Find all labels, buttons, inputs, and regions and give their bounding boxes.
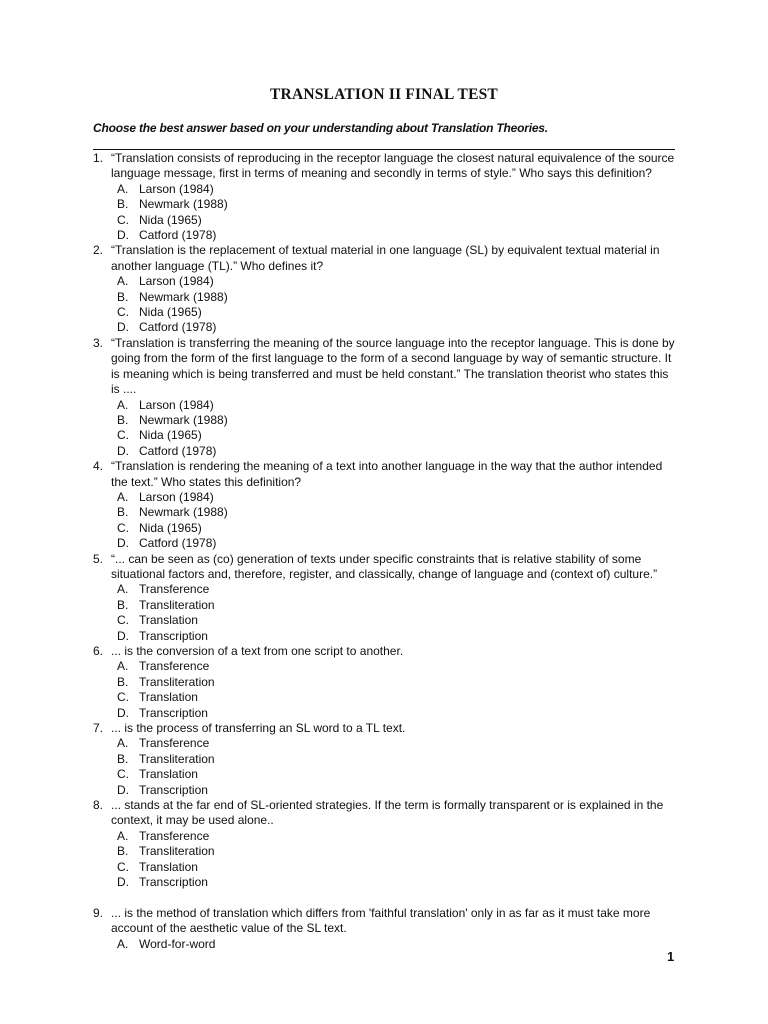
option-letter: D.: [117, 320, 129, 335]
option-text: Nida (1965): [139, 305, 202, 320]
option-letter: A.: [117, 274, 129, 289]
option-text: Larson (1984): [139, 181, 214, 196]
divider-line: [93, 149, 675, 150]
question-number: 2.: [93, 243, 104, 258]
answer-option: [111, 428, 678, 443]
answer-option: [111, 706, 678, 721]
option-letter: B.: [117, 412, 129, 427]
question-text: “... can be seen as (co) generation of texts under specific constraints that is relative stability of some situational factors and, therefore, register, and classically, change of language and (context of) culture.”: [111, 551, 658, 581]
option-letter: D.: [117, 875, 129, 890]
answer-option: [111, 228, 678, 243]
option-text: Transliteration: [139, 597, 215, 612]
answer-option: [111, 829, 678, 844]
option-letter: A.: [117, 181, 129, 196]
question-item: [93, 798, 678, 890]
answer-option: [111, 752, 678, 767]
option-letter: C.: [117, 428, 129, 443]
answer-option: [111, 444, 678, 459]
answer-option: [111, 767, 678, 782]
option-text: Transliteration: [139, 674, 215, 689]
question-text: ... is the method of translation which differs from 'faithful translation' only in as far as it must take more account of the aesthetic value of the SL text.: [111, 906, 651, 936]
question-number: 1.: [93, 151, 104, 165]
option-text: Larson (1984): [139, 489, 214, 504]
answer-option: [111, 536, 678, 551]
option-text: Newmark (1988): [139, 505, 228, 520]
option-text: Nida (1965): [139, 520, 202, 535]
option-letter: B.: [117, 844, 129, 859]
option-letter: B.: [117, 505, 129, 520]
answer-option: [111, 197, 678, 212]
question-item: [93, 336, 678, 459]
option-letter: A.: [117, 659, 129, 674]
answer-option: [111, 875, 678, 890]
answer-option: [111, 598, 678, 613]
option-text: Transcription: [139, 628, 208, 643]
option-letter: C.: [117, 613, 129, 628]
option-letter: D.: [117, 628, 129, 643]
option-text: Transcription: [139, 705, 208, 720]
option-text: Transliteration: [139, 844, 215, 859]
option-letter: D.: [117, 536, 129, 551]
answer-option: [111, 629, 678, 644]
option-text: Catford (1978): [139, 228, 217, 243]
question-number: 4.: [93, 459, 104, 474]
option-text: Transference: [139, 659, 210, 674]
option-text: Transcription: [139, 782, 208, 797]
option-text: Transference: [139, 736, 210, 751]
option-letter: B.: [117, 289, 129, 304]
page-number: 1: [667, 949, 675, 964]
question-item: [93, 721, 678, 798]
option-text: Translation: [139, 690, 198, 705]
question-item: [93, 644, 678, 721]
option-letter: D.: [117, 228, 129, 243]
page-title: TRANSLATION II FINAL TEST: [270, 86, 498, 103]
option-letter: D.: [117, 782, 129, 797]
option-letter: B.: [117, 197, 129, 212]
option-text: Transference: [139, 828, 210, 843]
answer-option: [111, 844, 678, 859]
answer-option: [111, 690, 678, 705]
answer-option: [111, 320, 678, 335]
question-text: ... is the conversion of a text from one script to another.: [111, 644, 404, 658]
option-letter: D.: [117, 443, 129, 458]
option-letter: C.: [117, 859, 129, 874]
answer-option: [111, 398, 678, 413]
question-number: 3.: [93, 335, 104, 350]
option-letter: A.: [117, 936, 129, 951]
option-letter: A.: [117, 736, 129, 751]
question-text: “Translation is rendering the meaning of a text into another language in the way that the author intended the text.” Who states this definition?: [111, 459, 663, 489]
option-letter: A.: [117, 582, 129, 597]
question-number: 7.: [93, 721, 104, 736]
option-letter: A.: [117, 489, 129, 504]
question-number: 5.: [93, 551, 104, 566]
option-text: Newmark (1988): [139, 289, 228, 304]
option-text: Translation: [139, 859, 198, 874]
answer-option: [111, 783, 678, 798]
option-letter: C.: [117, 212, 129, 227]
answer-option: [111, 521, 678, 536]
option-letter: B.: [117, 751, 129, 766]
option-text: Word-for-word: [139, 936, 216, 951]
answer-option: [111, 659, 678, 674]
option-text: Transliteration: [139, 751, 215, 766]
answer-option: [111, 182, 678, 197]
answer-option: [111, 213, 678, 228]
question-text: “Translation is the replacement of textual material in one language (SL) by equivalent textual material in another language (TL).” Who defines it?: [111, 243, 660, 273]
instruction-text: Choose the best answer based on your understanding about Translation Theories.: [93, 121, 548, 135]
question-item: [93, 151, 678, 243]
option-text: Nida (1965): [139, 212, 202, 227]
answer-option: [111, 274, 678, 289]
answer-option: [111, 675, 678, 690]
answer-option: [111, 490, 678, 505]
question-text: “Translation consists of reproducing in the receptor language the closest natural equivalence of the source language message, first in terms of meaning and secondly in terms of style.” Who says this definition?: [111, 151, 675, 181]
option-text: Translation: [139, 613, 198, 628]
answer-option: [111, 413, 678, 428]
question-number: 6.: [93, 644, 104, 658]
option-text: Translation: [139, 767, 198, 782]
option-text: Transference: [139, 582, 210, 597]
option-text: Newmark (1988): [139, 412, 228, 427]
answer-option: [111, 860, 678, 875]
option-letter: A.: [117, 397, 129, 412]
option-text: Nida (1965): [139, 428, 202, 443]
question-item: [93, 459, 678, 551]
question-number: 9.: [93, 906, 104, 920]
option-letter: A.: [117, 828, 129, 843]
question-item: [93, 243, 678, 335]
option-letter: B.: [117, 674, 129, 689]
answer-option: [111, 305, 678, 320]
question-list: [93, 151, 678, 952]
question-text: ... is the process of transferring an SL word to a TL text.: [111, 721, 406, 736]
option-letter: C.: [117, 305, 129, 320]
option-letter: D.: [117, 705, 129, 720]
option-text: Larson (1984): [139, 274, 214, 289]
option-text: Catford (1978): [139, 536, 217, 551]
option-text: Transcription: [139, 875, 208, 890]
answer-option: [111, 937, 678, 952]
question-number: 8.: [93, 798, 104, 813]
option-letter: C.: [117, 690, 129, 705]
option-text: Larson (1984): [139, 397, 214, 412]
answer-option: [111, 505, 678, 520]
answer-option: [111, 290, 678, 305]
answer-option: [111, 736, 678, 751]
question-item: [93, 906, 678, 952]
option-letter: C.: [117, 767, 129, 782]
answer-option: [111, 613, 678, 628]
option-letter: B.: [117, 597, 129, 612]
question-item: [93, 552, 678, 644]
answer-option: [111, 582, 678, 597]
question-text: ... stands at the far end of SL-oriented strategies. If the term is formally transparent or is explained in the context, it may be used alone..: [111, 798, 664, 828]
question-text: “Translation is transferring the meaning of the source language into the receptor language. This is done by going from the form of the first language to the form of a second language by way of semantic structure. It is meaning which is being transferred and must be held constant.” The translation theorist who states this is ....: [111, 335, 675, 397]
option-letter: C.: [117, 520, 129, 535]
option-text: Catford (1978): [139, 443, 217, 458]
option-text: Newmark (1988): [139, 197, 228, 212]
option-text: Catford (1978): [139, 320, 217, 335]
